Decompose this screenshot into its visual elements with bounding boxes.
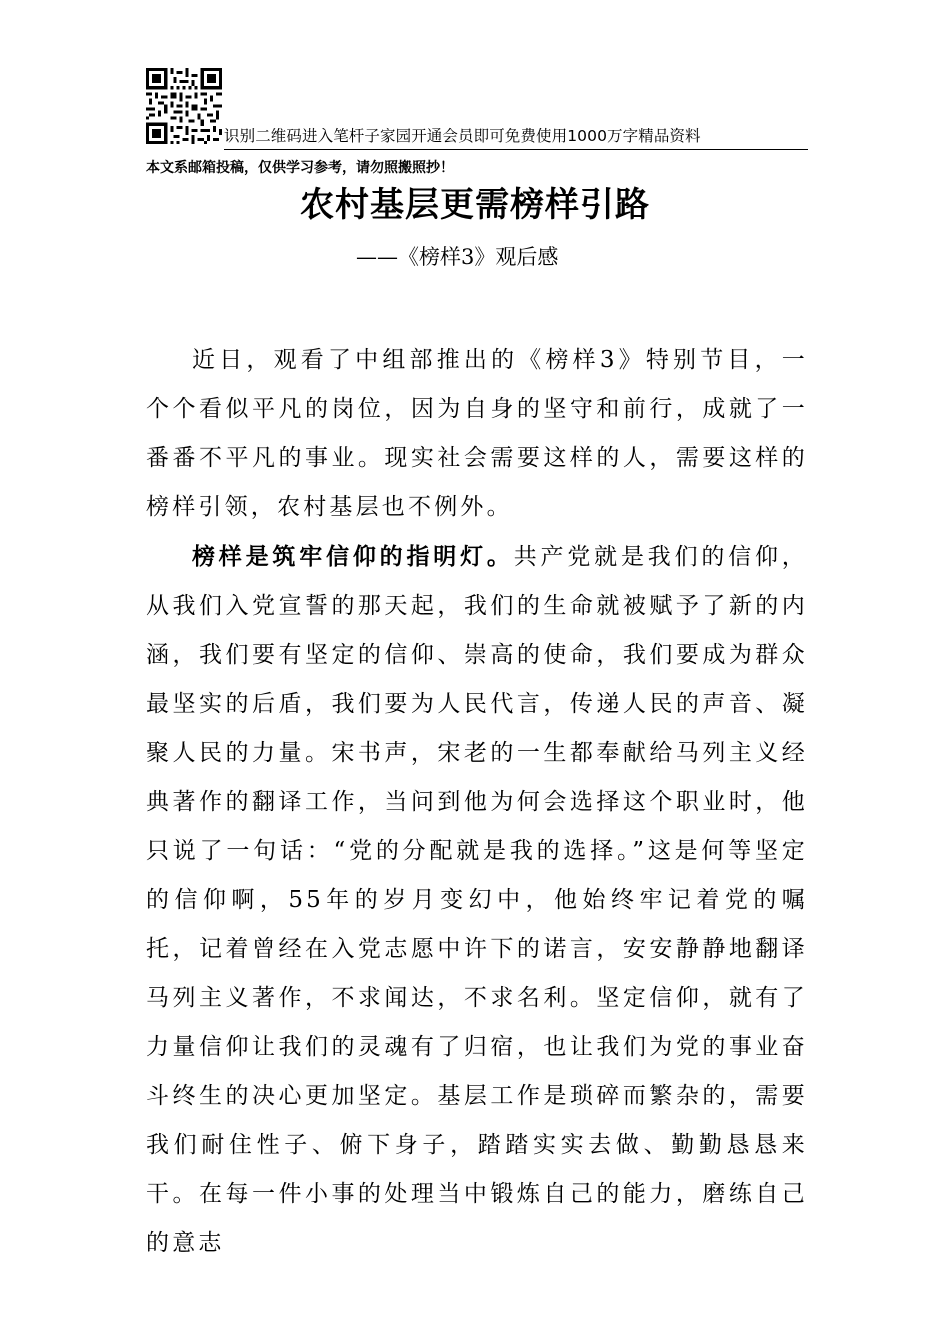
paragraph-intro: 近日，观看了中组部推出的《榜样3》特别节目，一个个看似平凡的岗位，因为自身的坚守和前行，成就了一番番不平凡的事业。现实社会需要这样的人，需要这样的榜样引领，农村基层也不例外。 xyxy=(146,347,808,520)
header-divider xyxy=(224,149,808,150)
disclaimer: 本文系邮箱投稿，仅供学习参考，请勿照搬照抄！ xyxy=(146,160,454,176)
article-subtitle: ——《榜样3》观后感 xyxy=(356,245,559,269)
qr-code-icon xyxy=(146,68,222,144)
article-title: 农村基层更需榜样引路 xyxy=(300,185,650,225)
paragraph-text: 共产党就是我们的信仰，从我们入党宣誓的那天起，我们的生命就被赋予了新的内涵，我们要有坚定的信仰、崇高的使命，我们要成为群众最坚实的后盾，我们要为人民代言，传递人民的声音、凝聚人民的力量。宋书声，宋老的一生都奉献给马列主义经典著作的翻译工作，当问到他为何会选择这个职业时，他只说了一句话：“党的分配就是我的选择。”这是何等坚定的信仰啊，55年的岁月变幻中，他始终牢记着党的嘱托，记着曾经在入党志愿中许下的诺言，安安静静地翻译马列主义著作，不求闻达，不求名利。坚定信仰，就有了力量信仰让我们的灵魂有了归宿，也让我们为党的事业奋斗终生的决心更加坚定。基层工作是琐碎而繁杂的，需要我们耐住性子、俯下身子，踏踏实实去做、勤勤恳恳来干。在每一件小事的处理当中锻炼自己的能力，磨练自己的意志 xyxy=(146,544,809,1256)
page-header xyxy=(146,68,808,154)
paragraph-lead: 榜样是筑牢信仰的指明灯。 xyxy=(192,543,514,570)
header-note: 识别二维码进入笔杆子家园开通会员即可免费使用1000万字精品资料 xyxy=(224,127,701,145)
article-body xyxy=(146,336,808,1268)
paragraph-faith xyxy=(146,532,808,1268)
